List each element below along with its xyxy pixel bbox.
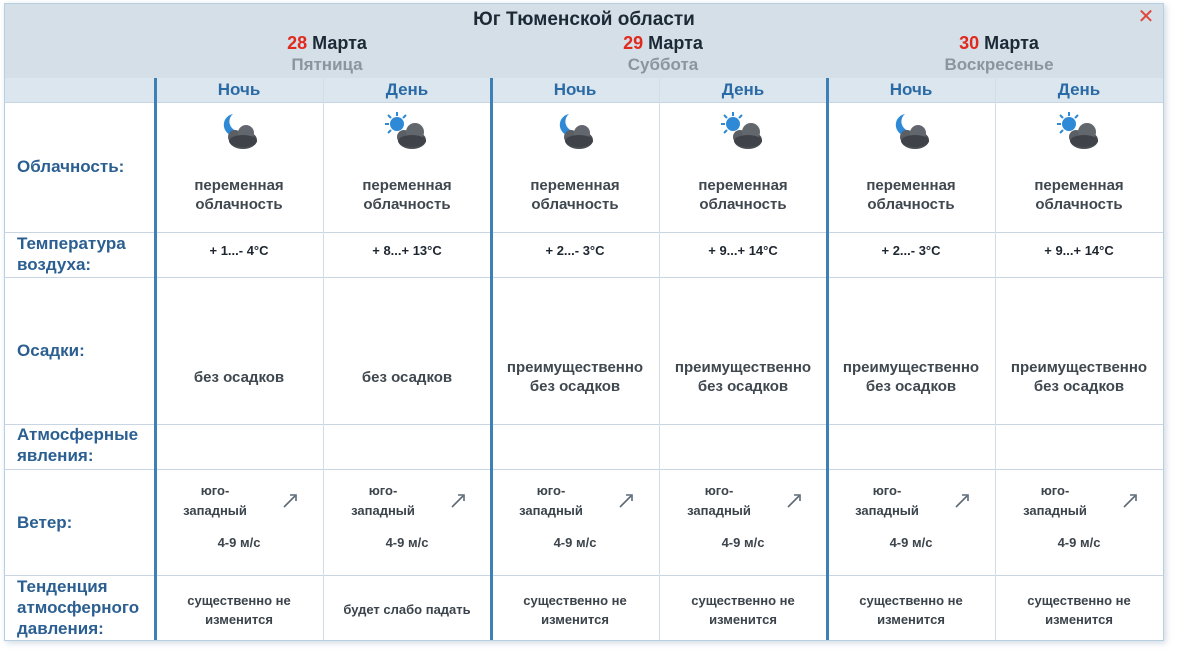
- cloudiness-text: переменная: [866, 177, 956, 194]
- precipitation-text: преимущественно: [1010, 359, 1148, 376]
- moon-cloud-icon: [885, 110, 937, 154]
- cloudiness-text: облачность: [363, 196, 451, 213]
- pressure-trend-text: изменится: [1045, 612, 1113, 627]
- temperature-value: + 9...+ 14°C: [708, 243, 778, 258]
- row-divider: [5, 469, 1163, 470]
- label-wind: Ветер:: [17, 513, 73, 532]
- daypart-header: Ночь: [553, 80, 597, 99]
- pressure-trend-text: изменится: [541, 612, 609, 627]
- wind-speed: 4-9 м/с: [217, 535, 261, 550]
- day-divider: [154, 78, 157, 640]
- date-month: Марта: [312, 33, 367, 53]
- date-month: Марта: [984, 33, 1039, 53]
- column-divider: [995, 78, 996, 640]
- wind-speed: 4-9 м/с: [553, 535, 597, 550]
- precipitation-text: без осадков: [361, 369, 453, 386]
- label-phenomena: Атмосферные явления:: [17, 425, 139, 465]
- wind-direction: западный: [519, 503, 583, 518]
- close-icon[interactable]: ✕: [1137, 6, 1155, 28]
- wind-direction: западный: [855, 503, 919, 518]
- wind-direction: юго-: [200, 483, 230, 498]
- temperature-value: + 8...+ 13°C: [372, 243, 442, 258]
- cloudiness-text: переменная: [530, 177, 620, 194]
- pressure-trend-text: существенно не: [859, 593, 963, 608]
- precipitation-text: преимущественно: [842, 359, 980, 376]
- daypart-header: День: [385, 80, 429, 99]
- cloudiness-text: облачность: [1035, 196, 1123, 213]
- pressure-trend-text: изменится: [709, 612, 777, 627]
- cloudiness-text: облачность: [195, 196, 283, 213]
- weekday: Воскресенье: [944, 55, 1054, 74]
- temperature-value: + 1...- 4°C: [209, 243, 269, 258]
- moon-cloud-icon: [549, 110, 601, 154]
- cloudiness-text: переменная: [194, 177, 284, 194]
- wind-arrow-icon: [785, 492, 803, 510]
- cloudiness-text: облачность: [867, 196, 955, 213]
- pressure-trend-text: изменится: [877, 612, 945, 627]
- day-header-3: [831, 32, 1167, 76]
- forecast-widget: [4, 3, 1164, 641]
- cloudiness-text: переменная: [698, 177, 788, 194]
- wind-arrow-icon: [281, 492, 299, 510]
- wind-speed: 4-9 м/с: [721, 535, 765, 550]
- day-header-2: [495, 32, 831, 76]
- temperature-value: + 2...- 3°C: [545, 243, 605, 258]
- wind-speed: 4-9 м/с: [385, 535, 429, 550]
- cloudiness-text: переменная: [362, 177, 452, 194]
- pressure-trend-text: существенно не: [187, 593, 291, 608]
- pressure-trend-text: существенно не: [523, 593, 627, 608]
- cloudiness-text: облачность: [531, 196, 619, 213]
- forecast-table: [5, 78, 1163, 640]
- wind-direction: юго-: [536, 483, 566, 498]
- wind-arrow-icon: [953, 492, 971, 510]
- wind-direction: западный: [1023, 503, 1087, 518]
- temperature-value: + 2...- 3°C: [881, 243, 941, 258]
- precipitation-text: без осадков: [1033, 378, 1125, 395]
- sun-cloud-icon: [717, 110, 769, 154]
- precipitation-text: преимущественно: [506, 359, 644, 376]
- precipitation-text: без осадков: [697, 378, 789, 395]
- date-number: 29: [623, 33, 644, 53]
- wind-arrow-icon: [1121, 492, 1139, 510]
- daypart-header: Ночь: [889, 80, 933, 99]
- label-pressure-trend: Тенденция атмосферного давления:: [17, 577, 140, 638]
- row-divider: [5, 277, 1163, 278]
- wind-direction: западный: [351, 503, 415, 518]
- wind-speed: 4-9 м/с: [1057, 535, 1101, 550]
- label-temperature: Температура воздуха:: [17, 234, 126, 274]
- wind-direction: юго-: [368, 483, 398, 498]
- label-precipitation: Осадки:: [17, 341, 85, 360]
- date-number: 28: [287, 33, 308, 53]
- pressure-trend-text: изменится: [205, 612, 273, 627]
- region-title: Юг Тюменской области: [473, 9, 695, 30]
- temperature-value: + 9...+ 14°C: [1044, 243, 1114, 258]
- cloudiness-text: облачность: [699, 196, 787, 213]
- wind-arrow-icon: [449, 492, 467, 510]
- day-header-1: [159, 32, 495, 76]
- date-number: 30: [959, 33, 980, 53]
- precipitation-text: без осадков: [193, 369, 285, 386]
- pressure-trend-text: будет слабо падать: [343, 602, 471, 617]
- precipitation-text: без осадков: [865, 378, 957, 395]
- daypart-header: Ночь: [217, 80, 261, 99]
- precipitation-text: преимущественно: [674, 359, 812, 376]
- label-cloudiness: Облачность:: [17, 157, 125, 176]
- pressure-trend-text: существенно не: [1027, 593, 1131, 608]
- wind-direction: юго-: [704, 483, 734, 498]
- cloudiness-text: переменная: [1034, 177, 1124, 194]
- wind-speed: 4-9 м/с: [889, 535, 933, 550]
- forecast-header: [5, 4, 1163, 78]
- sun-cloud-icon: [1053, 110, 1105, 154]
- date-month: Марта: [648, 33, 703, 53]
- column-divider: [659, 78, 660, 640]
- row-divider: [5, 424, 1163, 425]
- wind-direction: западный: [687, 503, 751, 518]
- column-divider: [323, 78, 324, 640]
- wind-direction: юго-: [872, 483, 902, 498]
- weekday: Пятница: [291, 55, 363, 74]
- sun-cloud-icon: [381, 110, 433, 154]
- pressure-trend-text: существенно не: [691, 593, 795, 608]
- wind-direction: юго-: [1040, 483, 1070, 498]
- precipitation-text: без осадков: [529, 378, 621, 395]
- daypart-header: День: [1057, 80, 1101, 99]
- row-divider: [5, 232, 1163, 233]
- daypart-header: День: [721, 80, 765, 99]
- row-divider: [5, 575, 1163, 576]
- wind-direction: западный: [183, 503, 247, 518]
- moon-cloud-icon: [213, 110, 265, 154]
- row-divider: [5, 102, 1163, 103]
- weekday: Суббота: [627, 55, 699, 74]
- wind-arrow-icon: [617, 492, 635, 510]
